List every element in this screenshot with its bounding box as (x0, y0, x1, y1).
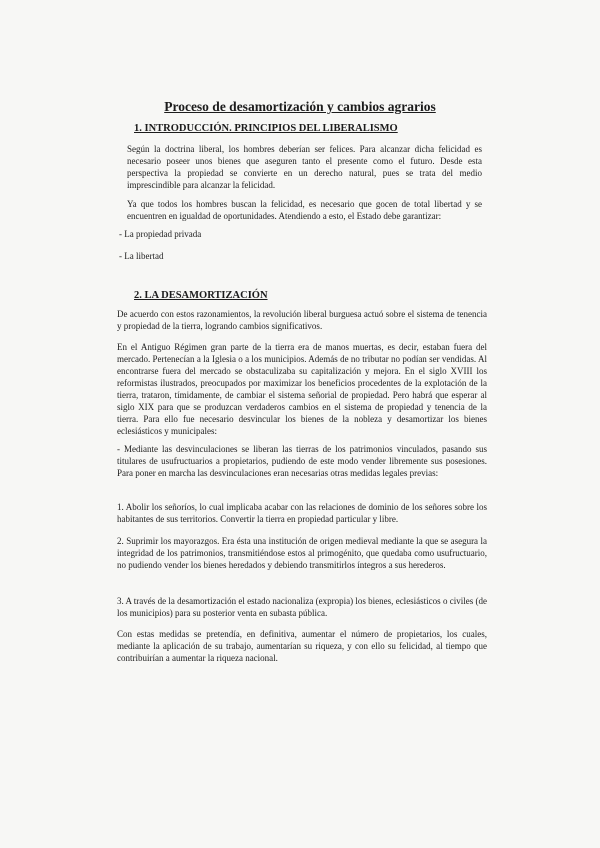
paragraph: Ya que todos los hombres buscan la felicidad, es necesario que gocen de total libertad y se encuentren en igualdad de oportunidades. Atendiendo a esto, el Estado debe garantizar: (127, 199, 482, 221)
paragraph: 3. A través de la desamortización el estado nacionaliza (expropia) los bienes, eclesiásticos o civiles (de los municipios) para su posterior venta en subasta pública. (117, 596, 487, 618)
page-title: Proceso de desamortización y cambios agrarios (164, 99, 436, 114)
paragraph: 2. Suprimir los mayorazgos. Era ésta una institución de origen medieval mediante la que se asegura la integridad de los patrimonios, transmitiéndose estos al primogénito, que quedaba como usufructuario, no pudiendo vender los bienes heredados y debiendo transmitirlos íntegros a sus herederos. (117, 536, 487, 570)
paragraph: En el Antiguo Régimen gran parte de la tierra era de manos muertas, es decir, estaban fuera del mercado. Pertenecían a la Iglesia o a los municipios. Además de no tributar no podían ser vendidas. Al encontrarse fuera del mercado se obstaculizaba su capitalización y mejora. En el siglo XVIII los reformistas ilustrados, preocupados por maximizar los beneficios procedentes de la explotación de la tierra, trataron, tímidamente, de cambiar el sistema señorial de propiedad. Pero habrá que esperar al siglo XIX para que se produzcan verdaderos cambios en el sistema de propiedad y tenencia de la tierra. Para ello fue necesario desvincular los bienes de la nobleza y desamortizar los bienes eclesiásticos y municipales: (117, 342, 487, 436)
paragraph: Según la doctrina liberal, los hombres deberían ser felices. Para alcanzar dicha felicidad es necesario poseer unos bienes que aseguren tanto el presente como el futuro. Desde esta perspectiva la propiedad se convierte en un derecho natural, pues se trata del medio imprescindible para alcanzar la felicidad. (127, 144, 482, 190)
paragraph: - Mediante las desvinculaciones se liberan las tierras de los patrimonios vinculados, pasando sus titulares de usufructuarios a propietarios, pudiendo de este modo vender libremente sus posesiones. Para poner en marcha las desvinculaciones eran necesarias otras medidas legales previas: (117, 444, 487, 478)
paragraph: Con estas medidas se pretendía, en definitiva, aumentar el número de propietarios, los cuales, mediante la aplicación de su trabajo, aumentarían su riqueza, y con ello su felicidad, al tiempo que contribuirían a aumentar la riqueza nacional. (117, 629, 487, 663)
list-item: - La propiedad privada (119, 229, 202, 239)
paragraph: De acuerdo con estos razonamientos, la revolución liberal burguesa actuó sobre el sistema de tenencia y propiedad de la tierra, logrando cambios significativos. (117, 309, 487, 331)
section-heading-desamortizacion: 2. LA DESAMORTIZACIÓN (134, 290, 268, 301)
paragraph: 1. Abolir los señoríos, lo cual implicaba acabar con las relaciones de dominio de los señores sobre los habitantes de sus territorios. Convertir la tierra en propiedad particular y libre. (117, 502, 487, 524)
list-item: - La libertad (119, 251, 164, 261)
section-heading-introduccion: 1. INTRODUCCIÓN. PRINCIPIOS DEL LIBERALISMO (134, 123, 398, 134)
